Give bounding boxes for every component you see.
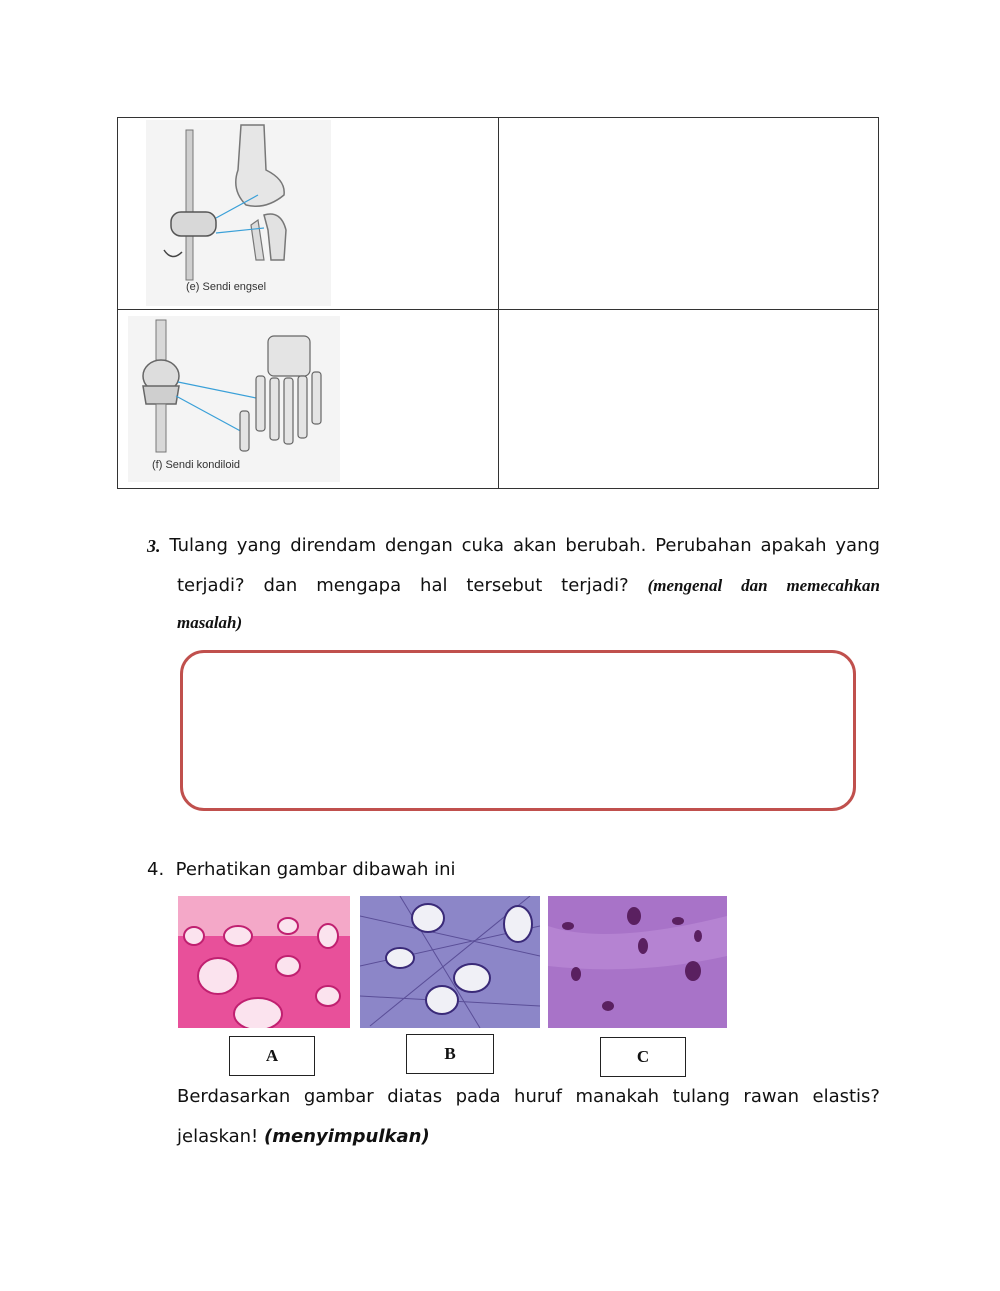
q3-word: terjadi? <box>561 575 629 596</box>
q4-word: Berdasarkan <box>177 1086 291 1107</box>
q3-note-word: (mengenal <box>647 576 723 595</box>
q3-word: direndam <box>290 535 377 556</box>
q3-word: mengapa <box>316 575 402 596</box>
question-4 <box>147 850 456 890</box>
q4-line2-text: jelaskan! <box>177 1126 259 1147</box>
q3-word: apakah <box>760 535 827 556</box>
hyaline-cartilage-icon <box>178 896 350 1028</box>
condyloid-joint-figure <box>128 316 340 482</box>
answer-cell-f[interactable] <box>499 310 879 489</box>
fig-caption-e: (e) Sendi engsel <box>186 281 267 293</box>
micrograph-b <box>360 896 540 1028</box>
q3-word: yang <box>236 535 282 556</box>
q3-word: berubah. <box>565 535 647 556</box>
label-a: A <box>229 1036 315 1076</box>
q3-word: dan <box>263 575 298 596</box>
q4-line-1 <box>177 1077 880 1117</box>
label-b: B <box>406 1034 494 1074</box>
q3-line-3 <box>147 606 880 640</box>
q3-note-word: memecahkan <box>786 576 880 595</box>
q3-word: Tulang <box>169 535 228 556</box>
joint-figure-cell-f <box>118 310 499 489</box>
hinge-joint-icon <box>146 120 331 306</box>
q3-word: dengan <box>384 535 453 556</box>
label-c: C <box>600 1037 686 1077</box>
q3-word: hal <box>420 575 448 596</box>
fig-caption-f: (f) Sendi kondiloid <box>152 459 241 471</box>
q3-word: Perubahan <box>655 535 752 556</box>
q4-line-2 <box>177 1117 880 1157</box>
q4-word: pada <box>455 1086 501 1107</box>
q4-word: diatas <box>387 1086 443 1107</box>
q3-answer-box[interactable] <box>180 650 856 811</box>
answer-cell-e[interactable] <box>499 118 879 310</box>
q3-word: yang <box>835 535 880 556</box>
q3-note-word: dan <box>741 576 768 595</box>
elastic-cartilage-icon <box>360 896 540 1028</box>
q3-line-1 <box>147 526 880 566</box>
hinge-joint-figure <box>146 120 331 306</box>
q4-line2-note: (menyimpulkan) <box>263 1126 430 1147</box>
q4-text: Perhatikan gambar dibawah ini <box>175 859 456 880</box>
q3-note-end: masalah) <box>177 613 243 632</box>
q4-word: elastis? <box>812 1086 880 1107</box>
q4-word: huruf <box>514 1086 563 1107</box>
fibrous-cartilage-icon <box>548 896 727 1028</box>
question-3 <box>147 526 880 640</box>
q3-line-2 <box>147 566 880 606</box>
question-4-prompt <box>177 1077 880 1157</box>
joint-table <box>117 117 879 489</box>
q3-number: 3. <box>147 536 161 556</box>
q3-word: cuka <box>461 535 505 556</box>
micrograph-c <box>548 896 727 1028</box>
micrograph-a <box>178 896 350 1028</box>
joint-figure-cell-e <box>118 118 499 310</box>
q4-word: gambar <box>303 1086 374 1107</box>
q4-number: 4. <box>147 859 165 880</box>
q3-word: tersebut <box>466 575 543 596</box>
q3-word: terjadi? <box>177 575 245 596</box>
q4-word: manakah <box>575 1086 660 1107</box>
q4-word: rawan <box>743 1086 800 1107</box>
q4-word: tulang <box>672 1086 730 1107</box>
condyloid-joint-icon <box>128 316 340 482</box>
q3-word: akan <box>512 535 557 556</box>
